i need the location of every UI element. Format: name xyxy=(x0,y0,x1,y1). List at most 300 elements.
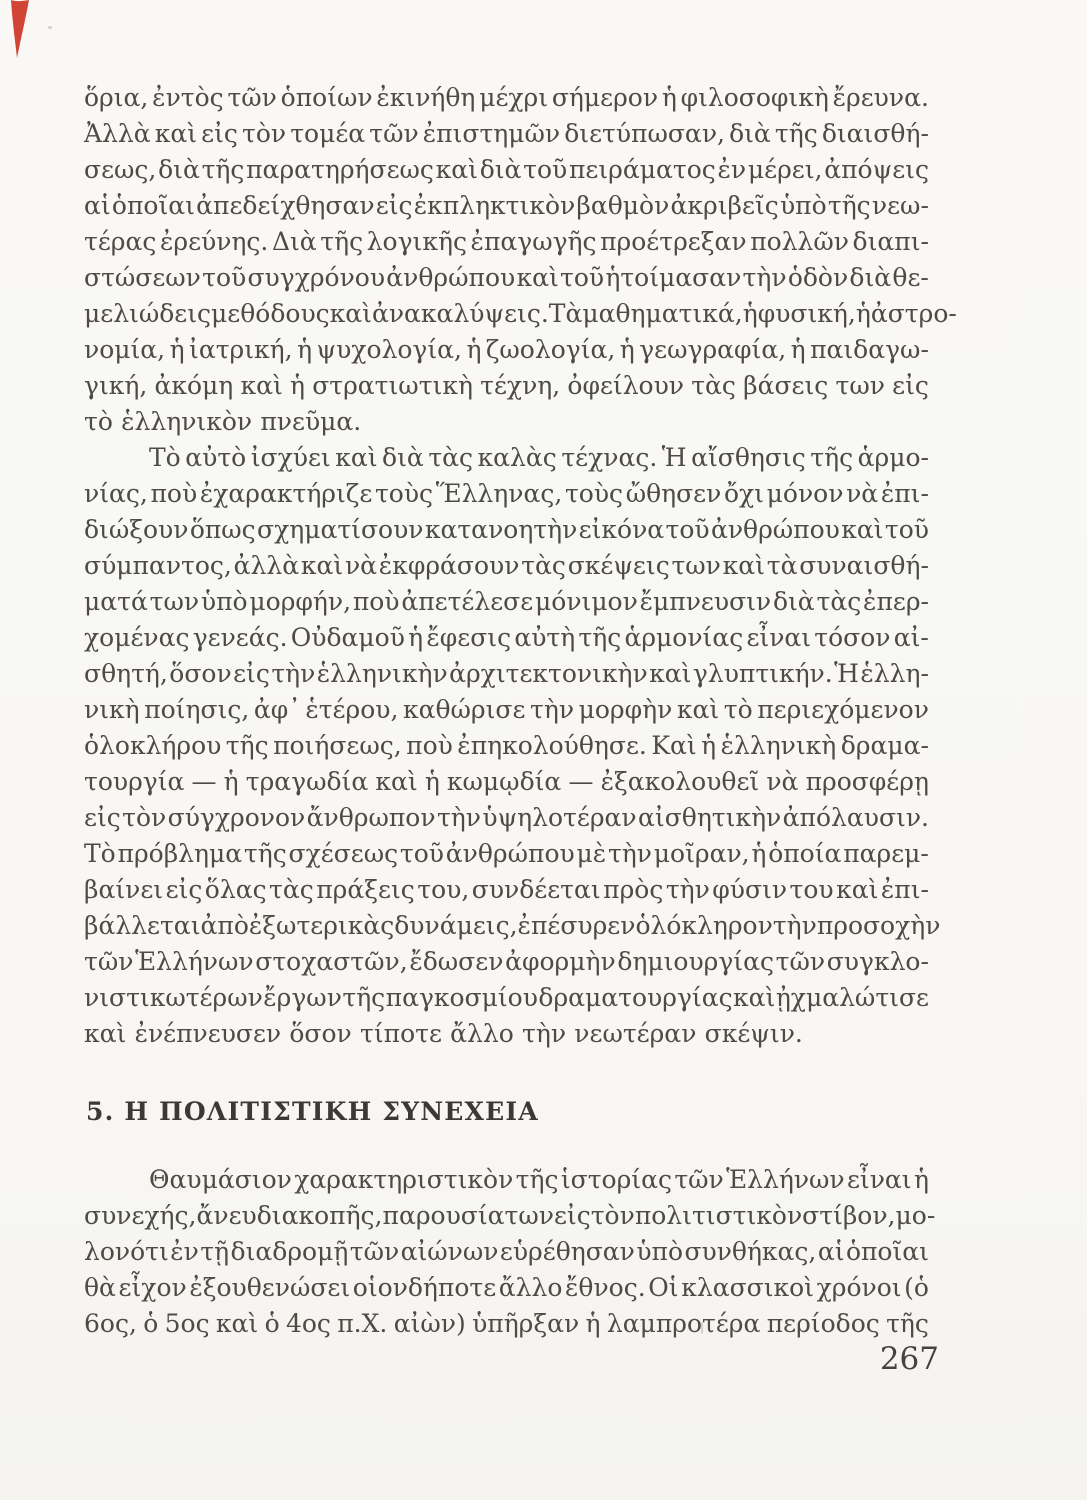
word: αἴσθησις xyxy=(691,443,806,472)
word: σθητή, xyxy=(84,659,168,688)
word: κωμῳδία xyxy=(446,767,562,796)
text-line xyxy=(84,476,929,512)
word: φύσιν xyxy=(712,875,788,904)
page-number: 267 xyxy=(879,1341,939,1377)
word: ἡ xyxy=(424,767,440,796)
word: 5ος xyxy=(164,1309,210,1338)
word: εἶναι xyxy=(746,623,812,652)
word: ἀνθρώπου xyxy=(445,839,575,868)
word: καὶ xyxy=(215,1309,259,1338)
word: — xyxy=(191,767,217,796)
text-line xyxy=(84,296,957,332)
word: ἡ xyxy=(297,335,313,364)
word: νὰ xyxy=(846,479,879,508)
word: τῶν xyxy=(674,1165,724,1194)
word: νικὴ xyxy=(84,695,140,724)
word: ὀφείλουν xyxy=(567,371,685,400)
word: Ἑλλήνων xyxy=(135,947,254,976)
word: ἱστορίας xyxy=(560,1165,672,1194)
text-line xyxy=(84,728,929,764)
word: παρουσία xyxy=(382,1201,505,1230)
word: ἀκόμη xyxy=(154,371,234,400)
word: ἀκριβεῖς xyxy=(670,191,779,220)
word: τὰς xyxy=(816,587,862,616)
word: ποὺ xyxy=(352,587,400,616)
text-line xyxy=(84,332,929,368)
paragraph-cultural-continuity xyxy=(84,1162,936,1342)
word: διὰ xyxy=(382,443,424,472)
text-line xyxy=(84,1306,929,1342)
word: ἔδωσεν xyxy=(409,947,504,976)
word: σκέψεις xyxy=(567,551,670,580)
word: διὰ xyxy=(729,119,771,148)
word: περιεχόμενον xyxy=(757,695,929,724)
word: τῆς xyxy=(201,155,245,184)
paragraph-fine-arts xyxy=(84,440,941,1052)
word: τοῦ xyxy=(202,263,247,292)
word: σύμπαντος, xyxy=(84,551,232,580)
word: (ὁ xyxy=(904,1273,929,1302)
word: τοῦ xyxy=(560,263,605,292)
word: ἐκφράσουν xyxy=(378,551,520,580)
word: καὶ xyxy=(516,263,559,292)
word: ἐπηκολούθησε. xyxy=(457,731,647,760)
word: ἐχαρακτήριζε xyxy=(199,479,373,508)
word: πρὸς xyxy=(603,875,664,904)
word: τὰς xyxy=(428,443,474,472)
word: μορφήν, xyxy=(249,587,352,616)
word: ἐκινήθη xyxy=(376,83,476,112)
word: καὶ xyxy=(733,983,776,1012)
word: τὴν xyxy=(742,263,787,292)
word: ἐνέπνευσεν xyxy=(134,1019,282,1048)
word: εἰς xyxy=(165,875,203,904)
word: καὶ xyxy=(300,551,344,580)
text-line xyxy=(84,1198,936,1234)
word: Τὸ xyxy=(84,839,116,868)
word: τοὺς xyxy=(374,479,434,508)
word: μόνιμον xyxy=(535,587,638,616)
word: τῆς xyxy=(827,191,871,220)
word: ποὺ xyxy=(150,479,198,508)
word: μαθηματικά, xyxy=(582,299,743,328)
word: τῶν xyxy=(227,83,277,112)
word: ἀπεδείχθησαν xyxy=(196,191,375,220)
word: γεωγραφία, xyxy=(639,335,787,364)
word: τῆς xyxy=(225,731,269,760)
word: βαίνει xyxy=(84,875,164,904)
word: τὰ xyxy=(766,551,798,580)
word: των xyxy=(671,551,721,580)
word: ὁποία xyxy=(768,839,842,868)
word: φυσική, xyxy=(757,299,856,328)
word: Διὰ xyxy=(271,227,317,256)
word: τῆς xyxy=(578,623,622,652)
word: καὶ xyxy=(375,767,418,796)
word: ὅπως xyxy=(189,515,256,544)
word: πράξεις xyxy=(316,875,415,904)
word: ἐρεύνης. xyxy=(159,227,269,256)
word: διαπι- xyxy=(852,227,929,256)
word: ἑλλη- xyxy=(860,659,929,688)
word: σχέσεως xyxy=(288,839,399,868)
word: συνεχής, xyxy=(84,1201,197,1230)
word: διὰ xyxy=(772,587,815,616)
word: τῶν xyxy=(775,947,826,976)
word: δημιουργίας xyxy=(617,947,774,976)
word: μεθόδους xyxy=(211,299,330,328)
word: ὑπῆρξαν xyxy=(472,1309,580,1338)
word: καὶ xyxy=(335,443,378,472)
word: ἐξουθενώσει xyxy=(189,1273,351,1302)
word: σύγχρονον xyxy=(167,803,306,832)
word: Ἑλλήνων xyxy=(726,1165,845,1194)
word: λονότι xyxy=(84,1237,169,1266)
word: Θαυμάσιον xyxy=(149,1165,292,1194)
word: στρατιωτικὴ xyxy=(312,371,473,400)
word: ἡ xyxy=(408,623,424,652)
word: καὶ xyxy=(676,695,720,724)
word: τῇ xyxy=(200,1237,230,1266)
word: ἀνθρώπου xyxy=(710,515,840,544)
word: τῆς xyxy=(886,1309,929,1338)
word: ἡ xyxy=(290,371,305,400)
word: μοῖραν, xyxy=(653,839,750,868)
text-line xyxy=(84,1234,929,1270)
word: ἔρευνα. xyxy=(832,83,929,112)
word: των xyxy=(504,1201,554,1230)
word: διώξουν xyxy=(84,515,189,544)
text-line xyxy=(84,188,929,224)
word: ὁποῖαι xyxy=(111,191,195,220)
word: συνθήκας, xyxy=(684,1237,817,1266)
word: ἡ xyxy=(169,335,185,364)
word: νίας, xyxy=(84,479,148,508)
word: ὤθησεν xyxy=(625,479,722,508)
word: ἐπι- xyxy=(880,479,929,508)
word: τὴν xyxy=(271,659,316,688)
text-line xyxy=(84,692,929,728)
word: τομέα xyxy=(290,119,366,148)
text-line xyxy=(84,404,929,440)
paragraph-continuation xyxy=(84,80,957,440)
word: θὰ xyxy=(84,1273,116,1302)
word: ἀστρο- xyxy=(870,299,957,328)
word: δραμα- xyxy=(840,731,929,760)
word: ὁποίων xyxy=(280,83,373,112)
word: καὶ xyxy=(329,299,372,328)
word: συγκλο- xyxy=(826,947,929,976)
word: προσφέρῃ xyxy=(805,767,929,796)
word: τὰς xyxy=(691,371,736,400)
word: καὶ xyxy=(649,659,692,688)
word: ἡ xyxy=(855,299,871,328)
word: δραματουργίας xyxy=(538,983,733,1012)
word: καλὰς xyxy=(477,443,557,472)
word: ἀνθρώπου xyxy=(386,263,516,292)
word: ἁρμο- xyxy=(857,443,929,472)
word: ἀρχιτεκτονικὴν xyxy=(449,659,648,688)
word: τῆς xyxy=(810,443,854,472)
word: ἀπόλαυσιν. xyxy=(782,803,929,832)
word: νὰ xyxy=(344,551,378,580)
word: ὑψηλοτέραν xyxy=(482,803,637,832)
word: εἰς xyxy=(201,119,238,148)
word: ὑπὸ xyxy=(636,1237,683,1266)
word: Οὐδαμοῦ xyxy=(290,623,405,652)
word: ἐκπληκτικὸν xyxy=(413,191,576,220)
word: εἰς xyxy=(233,659,270,688)
word: ὁποῖαι xyxy=(845,1237,929,1266)
word: ἀφορμὴν xyxy=(505,947,616,976)
word: τὴν xyxy=(530,695,575,724)
word: χρόνοι xyxy=(816,1273,902,1302)
word: ἐπαγωγῆς xyxy=(470,227,597,256)
word: ποίησις, xyxy=(144,695,250,724)
word: χαρακτηριστικὸν xyxy=(294,1165,514,1194)
word: τέχνη, xyxy=(480,371,561,400)
word: μελιώδεις xyxy=(84,299,212,328)
word: καὶ xyxy=(84,1019,127,1048)
text-line xyxy=(84,80,929,116)
word: παρατηρήσεως xyxy=(246,155,434,184)
word: λαμπροτέρα xyxy=(606,1309,761,1338)
word: ὁλοκλήρου xyxy=(84,731,222,760)
word: ὁ xyxy=(143,1309,159,1338)
word: γική, xyxy=(84,371,148,400)
word: πολλῶν xyxy=(750,227,849,256)
word: τοῦ xyxy=(884,515,929,544)
word: εἰκόνα xyxy=(578,515,665,544)
word: ὅσον xyxy=(289,1019,352,1048)
word: ἔμπνευσιν xyxy=(639,587,772,616)
word: τὴν xyxy=(772,911,817,940)
text-line xyxy=(84,440,929,476)
word: ἐξωτερικὰς xyxy=(248,911,395,940)
word: τοὺς xyxy=(564,479,624,508)
word: του xyxy=(789,875,834,904)
word: διαισθή- xyxy=(821,119,929,148)
word: ὁλόκληρον xyxy=(635,911,773,940)
word: τέχνας. xyxy=(561,443,658,472)
word: ἀλλὰ xyxy=(233,551,300,580)
word: καὶ xyxy=(836,875,879,904)
word: 6ος, xyxy=(84,1309,137,1338)
text-line xyxy=(84,1270,929,1306)
word: παγκοσμίου xyxy=(385,983,538,1012)
word: ἀφ᾽ xyxy=(253,695,301,724)
text-line xyxy=(84,116,929,152)
word: γλυπτικήν. xyxy=(692,659,833,688)
word: αὐτὸ xyxy=(185,443,247,472)
word: ἡ xyxy=(701,731,717,760)
text-line xyxy=(84,836,929,872)
word: εὑρέθησαν xyxy=(499,1237,635,1266)
word: ἄνθρωπον xyxy=(306,803,436,832)
word: τῶν xyxy=(369,119,419,148)
word: ὁδὸν xyxy=(787,263,849,292)
word: κατανοητὴν xyxy=(424,515,578,544)
word: τοῦ xyxy=(523,155,568,184)
word: γενεάς. xyxy=(192,623,288,652)
word: τὸ xyxy=(84,407,113,436)
text-line xyxy=(84,512,929,548)
word: ποὺ xyxy=(406,731,453,760)
word: διὰ xyxy=(158,155,200,184)
word: στώσεων xyxy=(84,263,201,292)
word: τὰς xyxy=(269,875,314,904)
word: διακοπῆς, xyxy=(256,1201,383,1230)
word: στοχαστῶν, xyxy=(255,947,408,976)
word: βαθμὸν xyxy=(576,191,670,220)
word: τὴν xyxy=(665,875,710,904)
word: ἡ xyxy=(585,1309,601,1338)
text-line xyxy=(84,908,941,944)
word: ἡ xyxy=(661,83,677,112)
word: πειράματος xyxy=(569,155,716,184)
word: πρόβλημα xyxy=(117,839,243,868)
word: προσοχὴν xyxy=(816,911,941,940)
word: Ἡ xyxy=(834,659,859,688)
text-line xyxy=(84,584,929,620)
word: χομένας xyxy=(84,623,190,652)
word: τὴν xyxy=(607,839,652,868)
word: — xyxy=(568,767,594,796)
text-line xyxy=(84,944,929,980)
word: ὁ xyxy=(264,1309,280,1338)
word: τὰς xyxy=(521,551,566,580)
word: ἄνευ xyxy=(196,1201,257,1230)
scan-speck xyxy=(48,26,52,29)
text-line xyxy=(84,1016,929,1052)
word: μο- xyxy=(895,1201,936,1230)
word: ἰατρική, xyxy=(189,335,293,364)
word: νιστικωτέρων xyxy=(84,983,263,1012)
word: ἀπόψεις xyxy=(824,155,929,184)
word: ἡτοίμασαν xyxy=(605,263,742,292)
word: ἡ xyxy=(466,335,482,364)
word: λογικῆς xyxy=(366,227,467,256)
word: διαδρομῇ xyxy=(230,1237,349,1266)
word: κλασσικοὶ xyxy=(681,1273,814,1302)
word: αἰσθητικὴν xyxy=(638,803,782,832)
word: τὸν xyxy=(242,119,287,148)
text-line xyxy=(84,980,929,1016)
word: του, xyxy=(417,875,470,904)
word: Ἀλλὰ xyxy=(84,119,151,148)
word: ἔθνος. xyxy=(565,1273,646,1302)
word: ὅρια, xyxy=(84,83,149,112)
word: παρεμ- xyxy=(843,839,929,868)
word: πολιτιστικὸν xyxy=(634,1201,803,1230)
word: διὰ xyxy=(849,263,892,292)
word: Τὰ xyxy=(548,299,583,328)
text-line xyxy=(84,656,929,692)
word: παιδαγω- xyxy=(810,335,929,364)
word: ἑτέρου, xyxy=(305,695,399,724)
word: ἰσχύει xyxy=(250,443,331,472)
word: νεωτέραν xyxy=(574,1019,697,1048)
word: αἱ xyxy=(817,1237,845,1266)
word: τῆς xyxy=(515,1165,559,1194)
word: τὴν xyxy=(522,1019,567,1048)
text-line xyxy=(84,1162,929,1198)
word: π.Χ. xyxy=(337,1309,388,1338)
word: νεω- xyxy=(871,191,929,220)
text-line xyxy=(84,548,929,584)
word: ἑλληνικὴν xyxy=(316,659,448,688)
word: νὰ xyxy=(766,767,799,796)
word: δυνάμεις, xyxy=(394,911,518,940)
text-line xyxy=(84,800,929,836)
text-line xyxy=(84,872,929,908)
word: ἐντὸς xyxy=(152,83,224,112)
text-line xyxy=(84,152,929,188)
word: τῆς xyxy=(243,839,287,868)
word: τραγωδία xyxy=(245,767,369,796)
word: τόσον xyxy=(814,623,891,652)
word: Καὶ xyxy=(651,731,697,760)
word: τῆς xyxy=(342,983,386,1012)
word: τῶν xyxy=(84,947,134,976)
word: μόνον xyxy=(766,479,844,508)
word: φιλοσοφικὴ xyxy=(680,83,829,112)
text-line xyxy=(84,620,929,656)
word: σχηματίσουν xyxy=(257,515,424,544)
word: ἡ xyxy=(223,767,239,796)
word: τῆς xyxy=(774,119,818,148)
word: ἄλλο xyxy=(498,1273,563,1302)
word: ἁρμονίας xyxy=(624,623,744,652)
word: ἡ xyxy=(790,335,806,364)
word: τὴν xyxy=(436,803,481,832)
word: ἐπέσυρεν xyxy=(517,911,636,940)
word: καθώρισε xyxy=(402,695,526,724)
word: συναισθή- xyxy=(799,551,929,580)
word: σεως, xyxy=(84,155,157,184)
word: ἐν xyxy=(717,155,747,184)
word: νομία, xyxy=(84,335,166,364)
word: προέτρεξαν xyxy=(600,227,747,256)
word: καὶ xyxy=(722,551,765,580)
word: μέχρι xyxy=(479,83,549,112)
word: στίβον, xyxy=(802,1201,896,1230)
text-line xyxy=(84,260,929,296)
word: των xyxy=(835,371,885,400)
word: τὸν xyxy=(590,1201,635,1230)
word: εἰς xyxy=(892,371,929,400)
word: ὅσον xyxy=(169,659,232,688)
word: ὑπὸ xyxy=(200,587,248,616)
word: πνεῦμα. xyxy=(260,407,362,436)
word: καὶ xyxy=(240,371,283,400)
word: εἰς xyxy=(375,191,413,220)
word: ἡ xyxy=(751,839,767,868)
text-line xyxy=(84,764,929,800)
word: εἶναι xyxy=(846,1165,912,1194)
word: διετύπωσαν, xyxy=(564,119,725,148)
word: τοῦ xyxy=(399,839,444,868)
word: καὶ xyxy=(154,119,198,148)
word: οἱονδήποτε xyxy=(352,1273,497,1302)
word: διὰ xyxy=(479,155,522,184)
word: καὶ xyxy=(841,515,884,544)
word: ἔργων xyxy=(263,983,342,1012)
word: ἑλληνικὸν xyxy=(121,407,253,436)
section-heading: 5. Η ΠΟΛΙΤΙΣΤΙΚΗ ΣΥΝΕΧΕΙΑ xyxy=(86,1097,539,1126)
word: βάλλεται xyxy=(84,911,201,940)
word: ἀνακαλύψεις. xyxy=(371,299,549,328)
